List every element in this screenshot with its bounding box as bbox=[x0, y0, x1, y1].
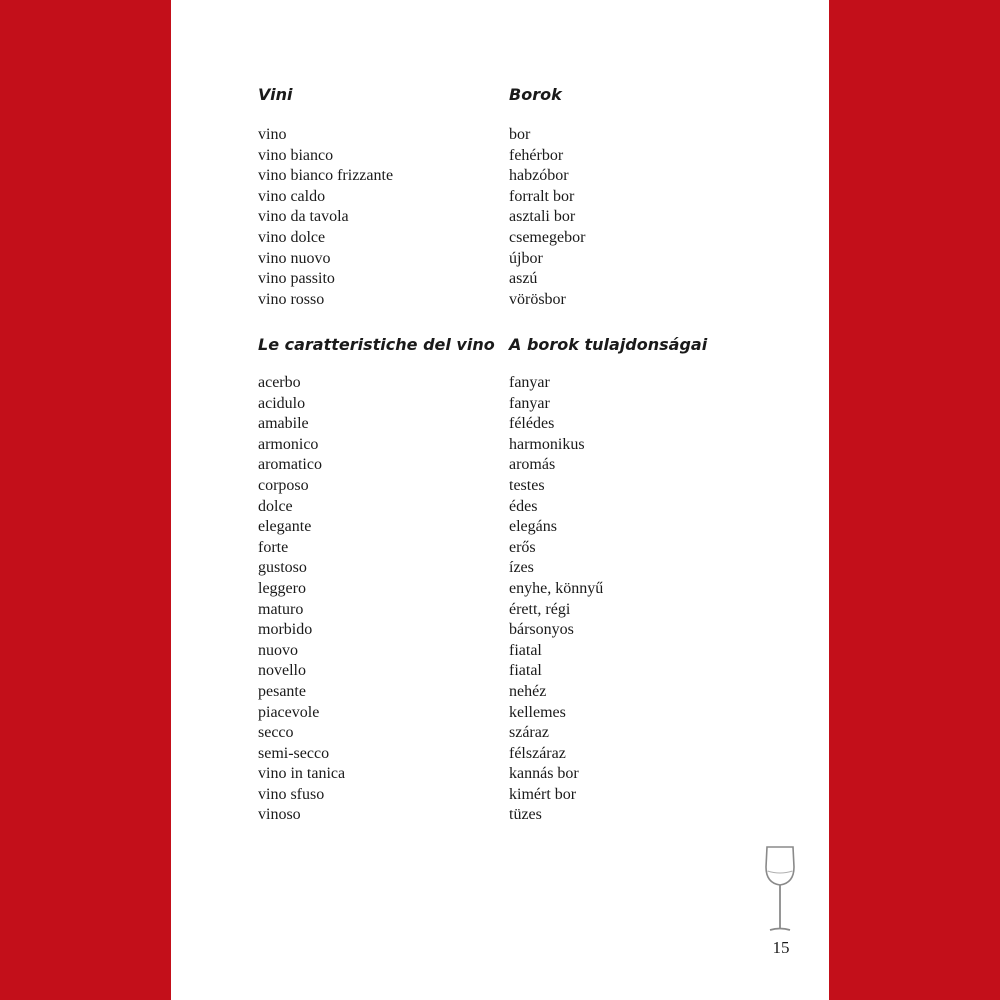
hungarian-term: fanyar bbox=[509, 394, 550, 412]
italian-term: gustoso bbox=[258, 559, 307, 577]
hungarian-term: kellemes bbox=[509, 703, 566, 721]
italian-term: vino da tavola bbox=[258, 208, 349, 226]
hungarian-term: habzóbor bbox=[509, 167, 569, 185]
wine-list-italian bbox=[258, 125, 498, 310]
hungarian-term: nehéz bbox=[509, 682, 547, 700]
wine-glass-icon bbox=[765, 845, 795, 935]
italian-term: vino bianco frizzante bbox=[258, 167, 394, 185]
hungarian-term: vörösbor bbox=[509, 290, 566, 308]
hungarian-term: enyhe, könnyű bbox=[509, 579, 604, 597]
section-characteristics-hungarian bbox=[509, 335, 749, 355]
italian-term: nuovo bbox=[258, 641, 298, 659]
hungarian-term: bor bbox=[509, 126, 531, 143]
italian-term: vino rosso bbox=[258, 290, 325, 308]
heading-vini: Vini bbox=[258, 85, 293, 104]
italian-term: leggero bbox=[258, 579, 306, 597]
hungarian-term: érett, régi bbox=[509, 600, 571, 618]
italian-term: vino dolce bbox=[258, 228, 326, 246]
section-characteristics-italian bbox=[258, 335, 498, 355]
italian-term: forte bbox=[258, 538, 289, 556]
hungarian-term: félszáraz bbox=[509, 744, 566, 762]
hungarian-term: testes bbox=[509, 476, 545, 494]
italian-term: pesante bbox=[258, 682, 306, 700]
italian-term: morbido bbox=[258, 621, 313, 639]
characteristics-list-italian bbox=[258, 373, 498, 826]
italian-term: secco bbox=[258, 724, 294, 742]
hungarian-term: tüzes bbox=[509, 806, 542, 824]
hungarian-term: bársonyos bbox=[509, 621, 574, 639]
hungarian-term: ízes bbox=[509, 559, 534, 577]
italian-term: elegante bbox=[258, 518, 312, 536]
hungarian-term: csemegebor bbox=[509, 228, 586, 246]
italian-term: piacevole bbox=[258, 703, 320, 721]
hungarian-term: félédes bbox=[509, 415, 555, 433]
hungarian-term: fehérbor bbox=[509, 146, 564, 164]
italian-term: vino nuovo bbox=[258, 249, 331, 267]
hungarian-term: aszú bbox=[509, 270, 538, 288]
italian-term: semi-secco bbox=[258, 744, 330, 762]
hungarian-term: fiatal bbox=[509, 641, 542, 659]
page-number: 15 bbox=[772, 938, 790, 957]
heading-tulajdonsagai: A borok tulajdonságai bbox=[509, 335, 708, 354]
section-vini-hungarian bbox=[509, 85, 749, 105]
hungarian-term: forralt bor bbox=[509, 187, 575, 205]
section-vini-italian bbox=[258, 85, 498, 105]
hungarian-term: édes bbox=[509, 497, 538, 515]
italian-term: corposo bbox=[258, 476, 309, 494]
italian-term: vino caldo bbox=[258, 187, 326, 205]
hungarian-term: erős bbox=[509, 538, 536, 556]
italian-term: amabile bbox=[258, 415, 309, 433]
italian-term: novello bbox=[258, 662, 306, 680]
wine-list-hungarian bbox=[509, 125, 749, 310]
hungarian-term: fanyar bbox=[509, 374, 550, 391]
italian-term: vino bbox=[258, 126, 287, 143]
italian-term: vinoso bbox=[258, 806, 301, 824]
italian-term: vino passito bbox=[258, 270, 335, 288]
hungarian-term: kimért bor bbox=[509, 785, 577, 803]
italian-term: acerbo bbox=[258, 374, 301, 391]
hungarian-term: újbor bbox=[509, 249, 543, 267]
hungarian-term: kannás bor bbox=[509, 765, 579, 783]
book-page bbox=[171, 0, 829, 1000]
hungarian-term: száraz bbox=[509, 724, 549, 742]
italian-term: dolce bbox=[258, 497, 293, 515]
italian-term: maturo bbox=[258, 600, 304, 618]
hungarian-term: elegáns bbox=[509, 518, 557, 536]
hungarian-term: harmonikus bbox=[509, 435, 585, 453]
hungarian-term: fiatal bbox=[509, 662, 542, 680]
italian-term: aromatico bbox=[258, 456, 322, 474]
heading-caratteristiche: Le caratteristiche del vino bbox=[258, 335, 495, 354]
hungarian-term: asztali bor bbox=[509, 208, 576, 226]
characteristics-list-hungarian bbox=[509, 373, 749, 826]
italian-term: vino in tanica bbox=[258, 765, 346, 783]
italian-term: vino bianco bbox=[258, 146, 334, 164]
italian-term: vino sfuso bbox=[258, 785, 325, 803]
italian-term: acidulo bbox=[258, 394, 306, 412]
hungarian-term: aromás bbox=[509, 456, 556, 474]
italian-term: armonico bbox=[258, 435, 319, 453]
heading-borok: Borok bbox=[509, 85, 562, 104]
